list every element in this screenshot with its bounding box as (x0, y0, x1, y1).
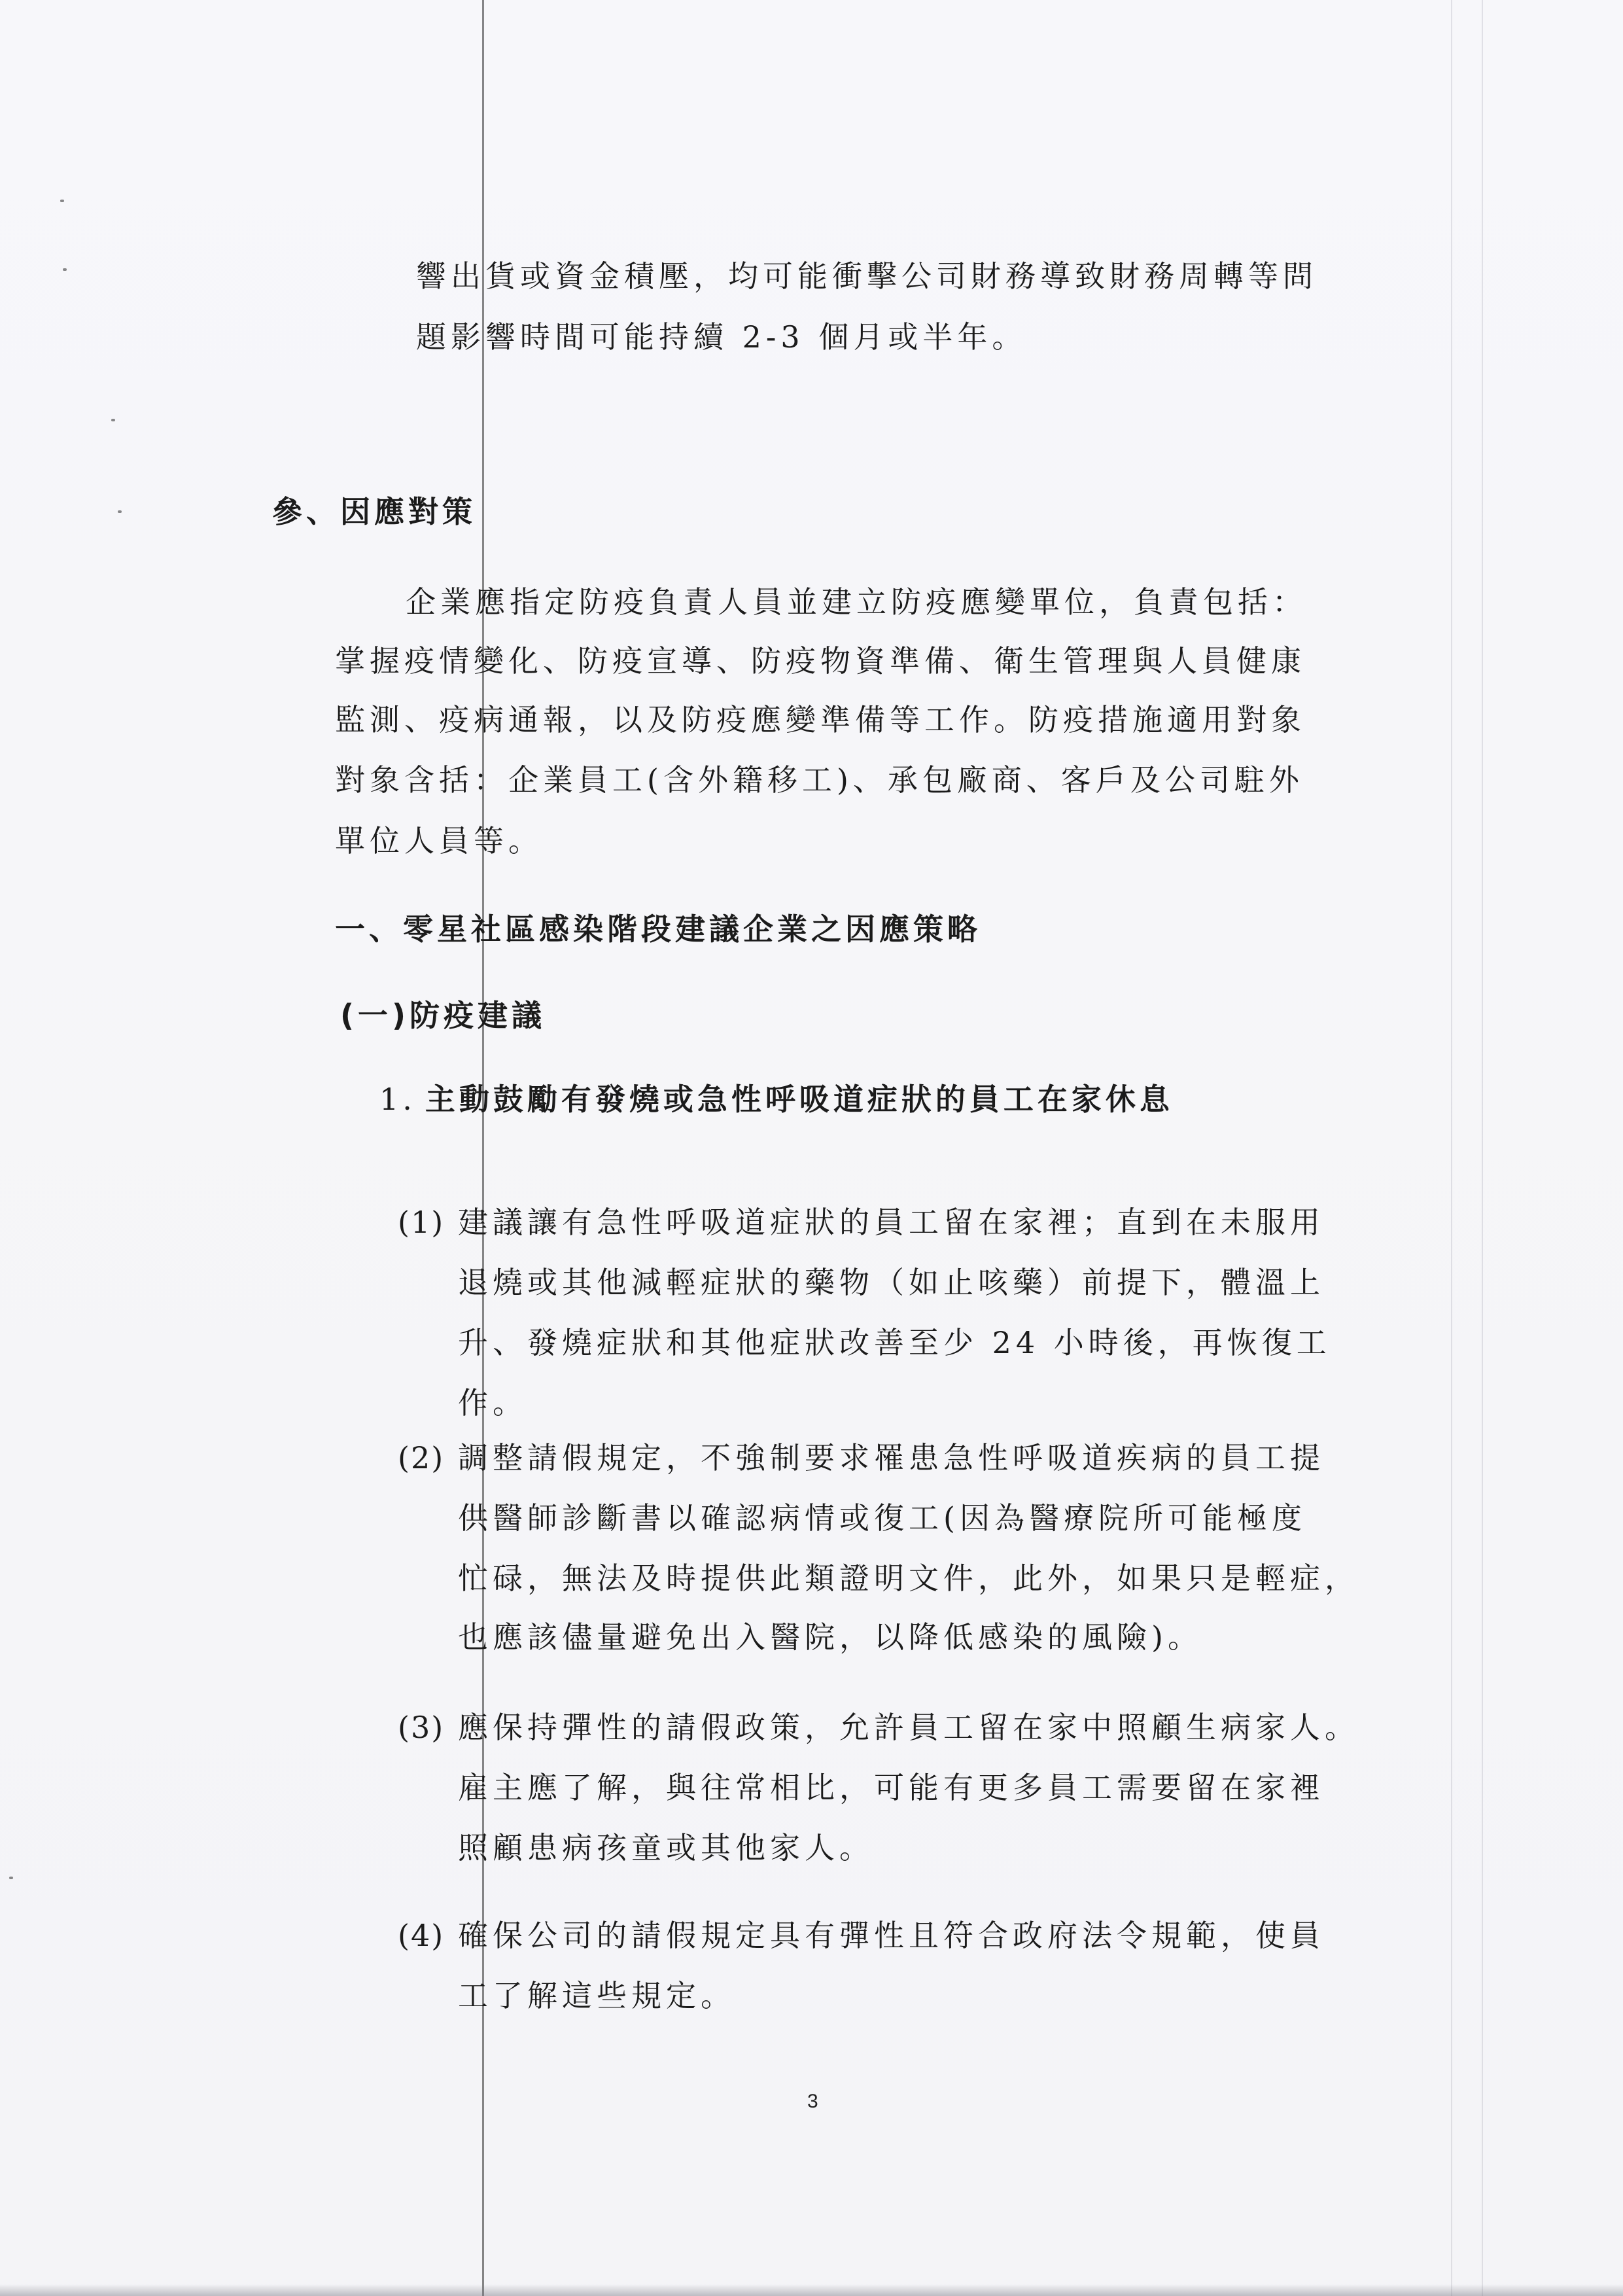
scan-dust (9, 1877, 13, 1879)
item-2-line-2: 供醫師診斷書以確認病情或復工(因為醫療院所可能極度 (458, 1500, 1306, 1536)
scan-dust (111, 419, 115, 421)
intro-line-1: 響出貨或資金積壓，均可能衝擊公司財務導致財務周轉等問 (416, 258, 1318, 294)
item-1-line-3: 升、發燒症狀和其他症狀改善至少 24 小時後，再恢復工 (458, 1325, 1331, 1360)
paragraph-line-5: 單位人員等。 (335, 823, 543, 858)
section-heading: 參、因應對策 (272, 494, 476, 529)
item-heading (379, 1080, 1174, 1119)
item-1-number: (1) (398, 1205, 445, 1240)
scan-dust (63, 268, 67, 271)
scan-streak-faint (1482, 0, 1483, 2296)
paragraph-line-3: 監測、疫病通報，以及防疫應變準備等工作。防疫措施適用對象 (335, 702, 1306, 737)
paragraph-line-1: 企業應指定防疫負責人員並建立防疫應變單位，負責包括： (406, 584, 1307, 620)
paragraph-line-2: 掌握疫情變化、防疫宣導、防疫物資準備、衛生管理與人員健康 (335, 643, 1306, 679)
item-3-number: (3) (398, 1710, 445, 1745)
item-4-line-1: 確保公司的請假規定具有彈性且符合政府法令規範，使員 (458, 1918, 1325, 1953)
subheading-prevention: (一)防疫建議 (340, 998, 546, 1033)
intro-line-2: 題影響時間可能持續 2-3 個月或半年。 (416, 319, 1027, 355)
scan-dust (60, 200, 64, 202)
item-1-line-2: 退燒或其他減輕症狀的藥物（如止咳藥）前提下，體溫上 (458, 1265, 1325, 1300)
item-4-number: (4) (398, 1918, 445, 1953)
item-1-line-4: 作。 (458, 1385, 527, 1421)
scan-streak-faint (1451, 0, 1452, 2296)
scan-dust (118, 510, 122, 513)
item-4-line-2: 工了解這些規定。 (458, 1978, 735, 2013)
item-2-line-3: 忙碌，無法及時提供此類證明文件，此外，如果只是輕症， (458, 1561, 1359, 1596)
scan-edge (0, 2284, 1623, 2296)
paragraph-line-4: 對象含括：企業員工(含外籍移工)、承包廠商、客戶及公司駐外 (335, 762, 1304, 798)
item-1-line-1: 建議讓有急性呼吸道症狀的員工留在家裡；直到在未服用 (458, 1205, 1325, 1240)
item-3-line-1: 應保持彈性的請假政策，允許員工留在家中照顧生病家人。 (458, 1710, 1359, 1745)
item-3-line-2: 雇主應了解，與往常相比，可能有更多員工需要留在家裡 (458, 1770, 1325, 1805)
subheading-strategy: 一、零星社區感染階段建議企業之因應策略 (335, 911, 981, 947)
item-2-line-1: 調整請假規定，不強制要求罹患急性呼吸道疾病的員工提 (458, 1440, 1325, 1475)
page-number: 3 (807, 2091, 818, 2112)
item-2-number: (2) (398, 1440, 445, 1475)
item-3-line-3: 照顧患病孩童或其他家人。 (458, 1830, 874, 1865)
item-heading-text: 主動鼓勵有發燒或急性呼吸道症狀的員工在家休息 (425, 1082, 1174, 1117)
item-heading-number: 1. (379, 1082, 416, 1117)
item-2-line-4: 也應該儘量避免出入醫院，以降低感染的風險)。 (458, 1619, 1202, 1655)
